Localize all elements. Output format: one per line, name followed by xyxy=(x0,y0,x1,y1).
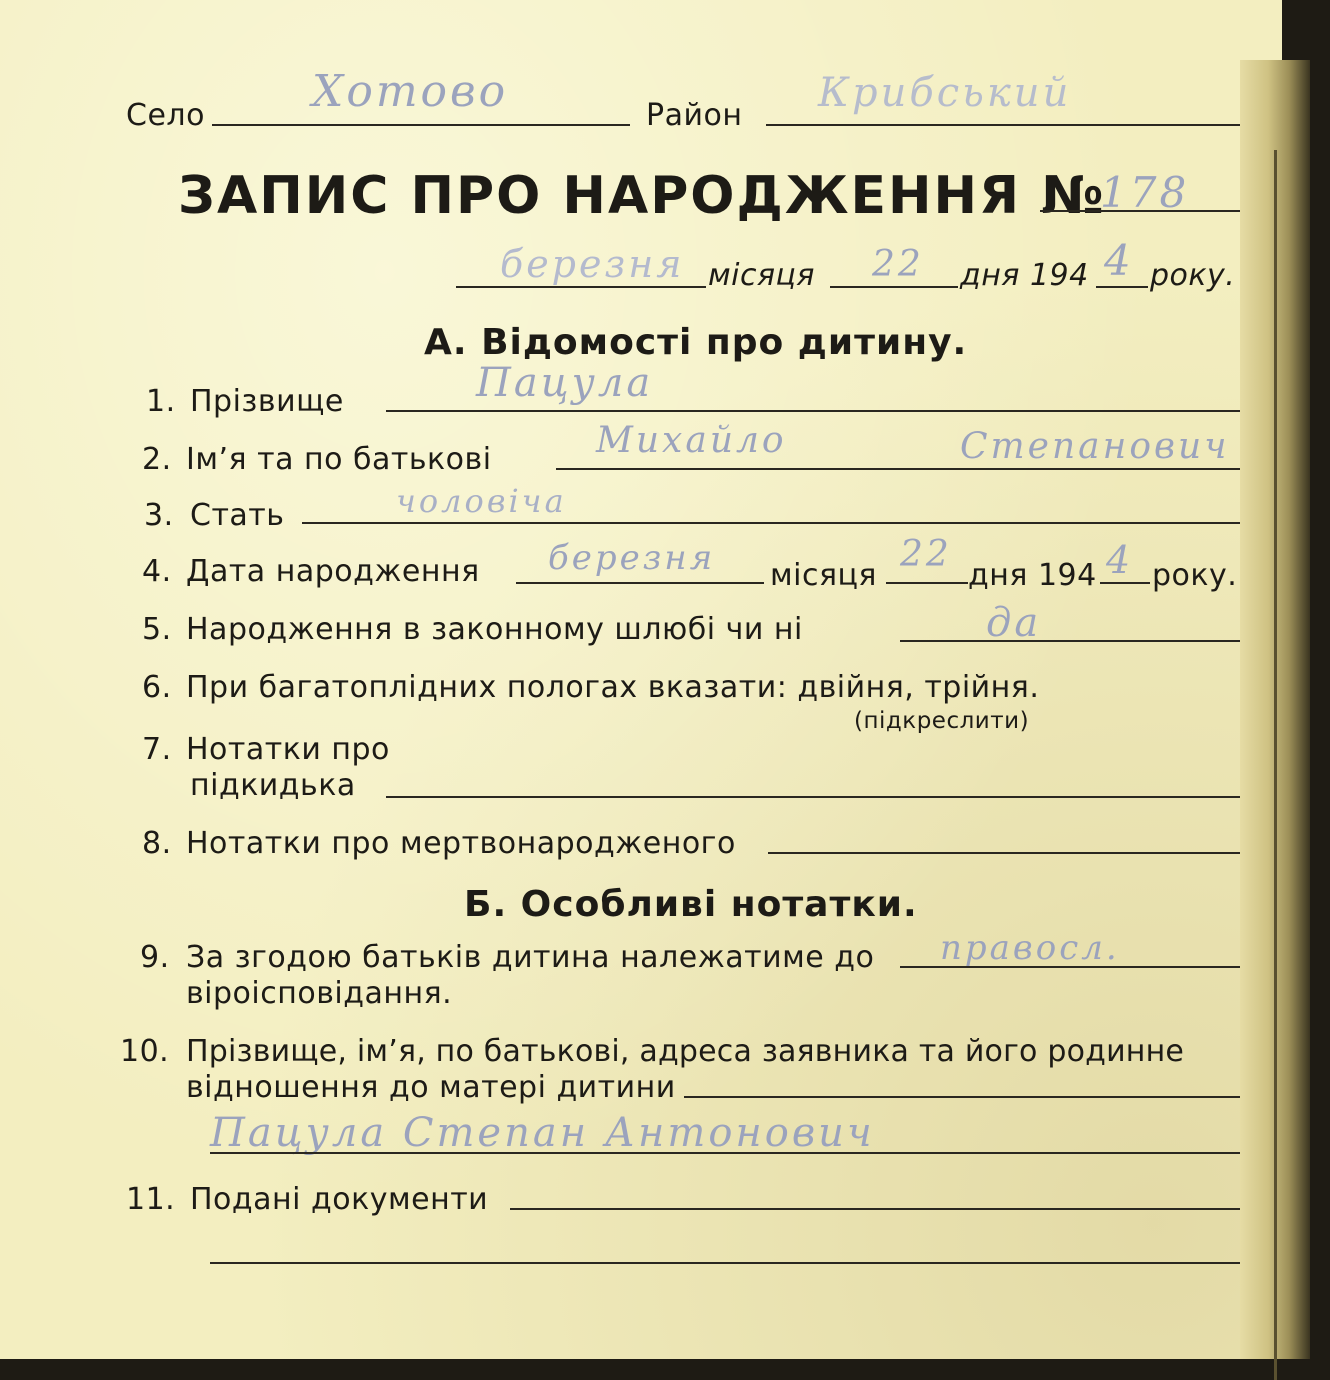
birth-day-label: дня 194 xyxy=(968,558,1097,593)
district-line xyxy=(766,124,1240,126)
birth-year-digit: 4 xyxy=(1106,538,1134,582)
record-number: 178 xyxy=(1100,168,1190,217)
birth-day-value: 22 xyxy=(900,534,952,575)
item-2-num: 2. xyxy=(142,442,172,477)
booklet-edge xyxy=(1240,60,1310,1359)
record-month-line xyxy=(456,286,706,288)
record-month-value: березня xyxy=(500,242,685,286)
sex-label: Стать xyxy=(190,498,285,533)
patronymic-value: Степанович xyxy=(960,426,1230,467)
applicant-line-1 xyxy=(684,1096,1240,1098)
item-3-num: 3. xyxy=(144,498,174,533)
record-year-line xyxy=(1096,286,1148,288)
district-value: Крибський xyxy=(818,70,1072,116)
foundling-line xyxy=(386,796,1240,798)
item-9-num: 9. xyxy=(140,940,170,975)
item-11-num: 11. xyxy=(126,1182,176,1217)
surname-value: Пацула xyxy=(476,360,654,406)
edge-stitch-line xyxy=(1274,150,1277,1380)
applicant-value: Пацула Степан Антонович xyxy=(210,1110,875,1156)
record-year-digit: 4 xyxy=(1104,236,1134,285)
documents-line-2 xyxy=(210,1262,1240,1264)
item-8-num: 8. xyxy=(142,826,172,861)
record-day-value: 22 xyxy=(872,244,924,285)
birth-year-label: року. xyxy=(1152,558,1238,593)
multiple-birth-label: При багатоплідних пологах вказати: двійня, трійня. xyxy=(186,670,1040,705)
birth-day-line xyxy=(886,582,968,584)
sex-line xyxy=(302,522,1240,524)
birth-year-line xyxy=(1100,582,1150,584)
item-6-num: 6. xyxy=(142,670,172,705)
surname-label: Прізвище xyxy=(190,384,344,419)
item-5-num: 5. xyxy=(142,612,172,647)
marriage-label: Народження в законному шлюбі чи ні xyxy=(186,612,803,647)
name-patronymic-label: Ім’я та по батькові xyxy=(186,442,492,477)
religion-label-1: За згодою батьків дитина належатиме до xyxy=(186,940,875,975)
marriage-line xyxy=(900,640,1240,642)
item-7-num: 7. xyxy=(142,732,172,767)
record-year-label: року. xyxy=(1150,258,1236,293)
sex-value: чоловіча xyxy=(396,482,567,520)
foundling-label-1: Нотатки про xyxy=(186,732,390,767)
stillborn-line xyxy=(768,852,1240,854)
district-label: Район xyxy=(646,98,743,133)
birth-month-line xyxy=(516,582,764,584)
documents-label: Подані документи xyxy=(190,1182,489,1217)
name-patronymic-line xyxy=(556,468,1240,470)
stillborn-label: Нотатки про мертвонародженого xyxy=(186,826,736,861)
item-1-num: 1. xyxy=(146,384,176,419)
foundling-label-2: підкидька xyxy=(190,768,356,803)
applicant-label-1: Прізвище, ім’я, по батькові, адреса заявника та його родинне xyxy=(186,1034,1185,1069)
village-label: Село xyxy=(126,98,205,133)
section-a-title: А. Відомості про дитину. xyxy=(424,322,968,363)
applicant-line-2 xyxy=(210,1152,1240,1154)
birth-month-value: березня xyxy=(548,538,716,578)
village-value: Хотово xyxy=(312,66,509,117)
record-day-label: дня 194 xyxy=(960,258,1089,293)
religion-label-2: віроісповідання. xyxy=(186,976,453,1011)
marriage-value: да xyxy=(986,600,1042,646)
underline-note: (підкреслити) xyxy=(854,708,1030,734)
section-b-title: Б. Особливі нотатки. xyxy=(464,884,918,925)
record-day-line xyxy=(830,286,958,288)
surname-line xyxy=(386,410,1240,412)
birth-date-label: Дата народження xyxy=(186,554,480,589)
applicant-label-2: відношення до матері дитини xyxy=(186,1070,676,1105)
documents-line-1 xyxy=(510,1208,1240,1210)
form-title: ЗАПИС ПРО НАРОДЖЕННЯ № xyxy=(178,166,1106,226)
item-10-num: 10. xyxy=(120,1034,170,1069)
birth-month-label: місяця xyxy=(770,558,877,593)
record-month-label: місяця xyxy=(708,258,815,293)
first-name-value: Михайло xyxy=(596,420,787,461)
item-4-num: 4. xyxy=(142,554,172,589)
religion-value: правосл. xyxy=(940,928,1120,968)
village-line xyxy=(212,124,630,126)
